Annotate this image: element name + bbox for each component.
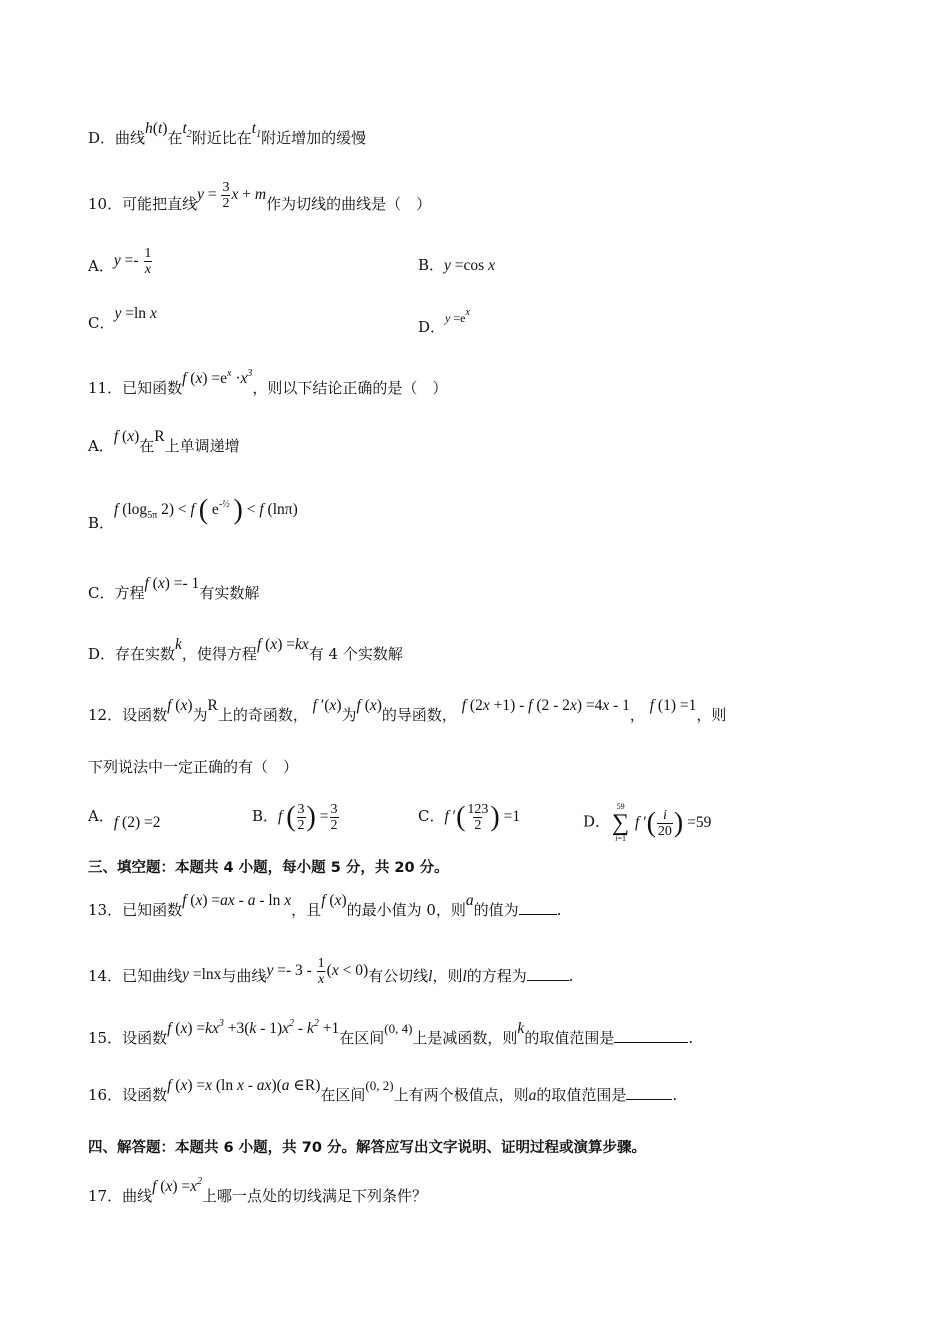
q10-line-eq: y = $\frac{3}{2}$ x + m	[197, 180, 267, 211]
q10-a-math: y =- $\frac{1}{x}$	[113, 246, 152, 277]
q11-stem: 11．已知函数f $(x) =e^x \cdot x^3$，则以下结论正确的是（ ）	[88, 368, 448, 397]
q9-option-d: D．曲线h(t)在$t_2$附近比在$t_1$附近增加的缓慢	[88, 120, 367, 147]
q9-d-label: D．曲线	[88, 129, 146, 147]
q10-d-math: y =ex	[445, 307, 470, 325]
q12-condition-2: f (1) =1	[649, 697, 697, 714]
q15: 15．设函数f $(x) =kx^3 +3(k - 1)x^2 - k^2 +1$在区间(0, 4)上是减函数，则k的取值范围是 .	[88, 1018, 694, 1047]
q12-condition-1: f (2x +1) - f (2 - 2x) =4x - 1	[461, 697, 630, 714]
q10-option-d: D．$^{y =e^x}$	[418, 307, 470, 336]
q15-answer-blank[interactable]	[614, 1028, 688, 1043]
q9-d-math-t2: $t_2$	[182, 120, 192, 140]
q14-answer-blank[interactable]	[527, 966, 569, 981]
q16: 16．设函数f (x) =x (ln x - ax)(a ∈R)在区间(0, 2)上有两个极值点，则a的取值范围是 .	[88, 1077, 678, 1104]
q12-stem-line2: 下列说法中一定正确的有（ ）	[88, 758, 299, 776]
q12-option-d: D． 59 ∑ i=1 f ′( $\frac{i}{20}$ ) =59	[583, 802, 712, 843]
q9-d-math-t1: $t_1$	[251, 120, 262, 140]
q11-option-a: A．f (x)在R上单调递增	[88, 428, 240, 455]
q12-stem: 12．设函数f (x)为R上的奇函数， f ′(x)为f (x)的导函数， f (2x +1) - f (2 - 2x) =4x - 1， f (1) =1，则	[88, 697, 727, 724]
q12-option-a: A．f (2) =2	[88, 807, 161, 831]
q10-c-math: y =ln x	[114, 305, 157, 322]
q12-derivative: f ′(x)	[312, 697, 342, 714]
q16-answer-blank[interactable]	[626, 1085, 672, 1100]
q13-answer-blank[interactable]	[519, 900, 557, 915]
q11-option-c: C．方程f (x) =- 1有实数解	[88, 575, 260, 602]
q17: 17．曲线f $(x) =x^2$上哪一点处的切线满足下列条件？	[88, 1176, 428, 1205]
q11-a-math: f (x)	[113, 428, 140, 445]
q10-option-b: B．y =cos x	[418, 256, 495, 274]
q11-option-d: D．存在实数k，使得方程f (x) =kx有 4 个实数解	[88, 636, 403, 663]
q10-option-c: C．y =ln x	[88, 305, 157, 332]
q12-option-b: B．f ( $\frac{3}{2}$ ) = $\frac{3}{2}$	[252, 801, 338, 833]
q11-option-b: B．f ($\log_{5\pi}$ 2) < f ( $e^{-\frac{1}{2}}$ ) < f (lnπ)	[88, 494, 298, 532]
q10-stem: 10．可能把直线y = $\frac{3}{2}$ x + m作为切线的曲线是（ ）	[88, 180, 432, 214]
q11-d-math: f (x) =kx	[256, 636, 309, 653]
q12-option-c: C．f ′( $\frac{123}{2}$ ) =1	[418, 801, 521, 833]
q11-c-math: f (x) =- 1	[144, 575, 200, 592]
q11-b-math: f ($\log_{5\pi}$ 2) < f ( $e^{-\frac{1}{2}}$ ) < f (lnπ)	[114, 494, 298, 526]
q11-d-k: k	[175, 636, 182, 653]
q9-d-math-h: h(t)	[145, 120, 168, 137]
section-3-heading: 三、填空题：本题共 4 小题，每小题 5 分，共 20 分。	[88, 860, 449, 876]
q14: 14．已知曲线y =lnx与曲线y =- 3 - $\frac{1}{x}$ (x < 0)有公切线l，则l的方程为 .	[88, 956, 574, 987]
section-4-heading: 四、解答题：本题共 6 小题，共 70 分。解答应写出文字说明、证明过程或演算步骤。	[88, 1140, 646, 1156]
q13: 13．已知函数f (x) =ax - a - ln x，且f (x)的最小值为 0，则a的值为 .	[88, 892, 562, 919]
q10-b-math: y =cos x	[444, 257, 495, 274]
q11-a-R: R	[154, 428, 165, 445]
q10-option-a: A．y =- $\frac{1}{x}$	[88, 246, 152, 277]
q11-func: f $(x) =e^x \cdot x^3$	[182, 368, 253, 387]
